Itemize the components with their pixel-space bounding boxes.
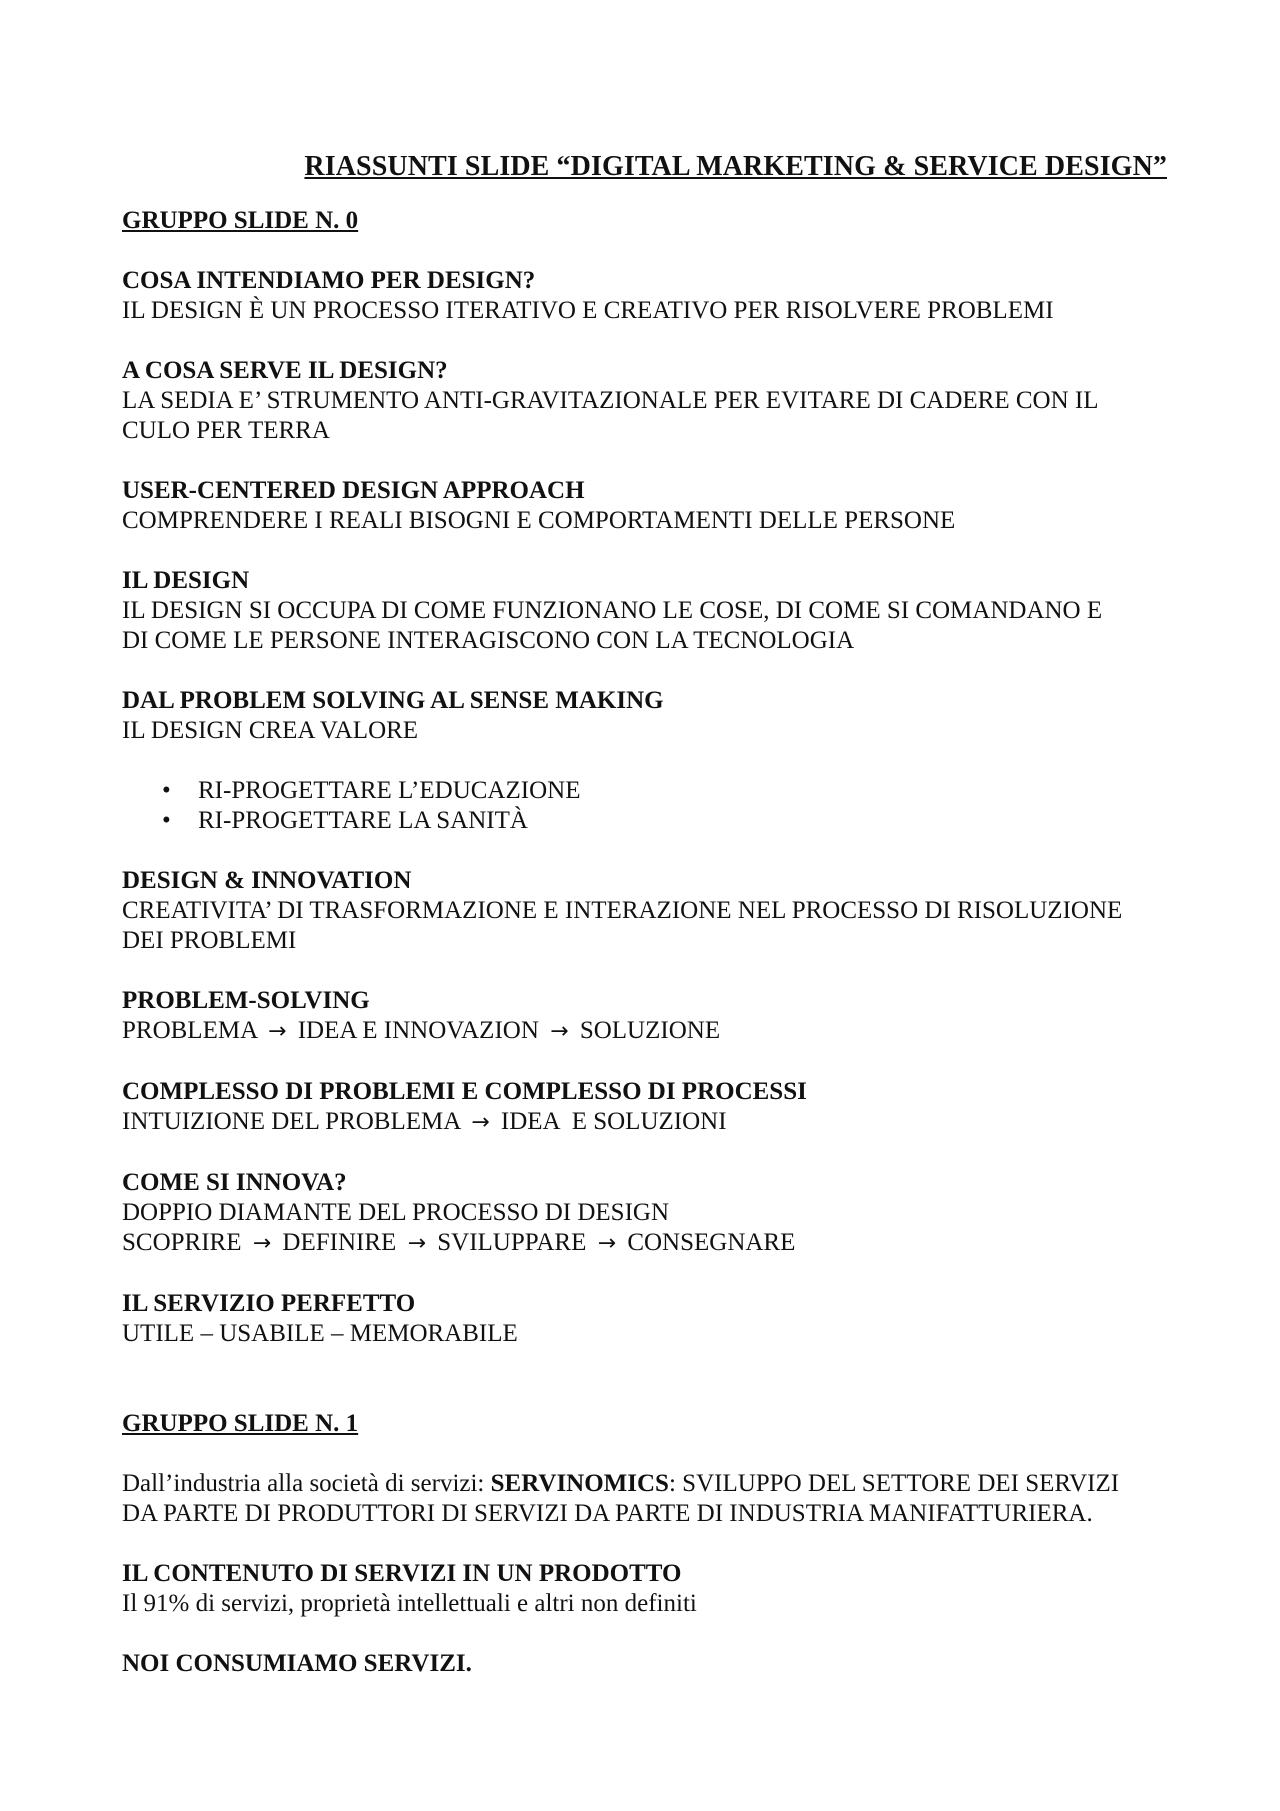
section-text: IL DESIGN SI OCCUPA DI COME FUNZIONANO LE COSE, DI COME SI COMANDANO E xyxy=(122,597,1103,624)
arrow-right-icon: → xyxy=(597,1231,617,1256)
section-problem-solving xyxy=(122,986,1167,1047)
arrow-right-icon: → xyxy=(407,1231,426,1256)
flow-step: SVILUPPARE xyxy=(437,1229,587,1256)
section-come-si-innova xyxy=(122,1168,1167,1259)
group-0-title: GRUPPO SLIDE N. 0 xyxy=(122,207,359,234)
paragraph-text: Dall’industria alla società di servizi: xyxy=(122,1470,491,1497)
section-title: PROBLEM-SOLVING xyxy=(122,987,370,1014)
section-title: COMPLESSO DI PROBLEMI E COMPLESSO DI PROCESSI xyxy=(122,1078,807,1105)
section-text: IL DESIGN È UN PROCESSO ITERATIVO E CREATIVO PER RISOLVERE PROBLEMI xyxy=(122,297,1054,324)
section-servizio-perfetto xyxy=(122,1289,1167,1349)
flow-step: IDEA E INNOVAZION xyxy=(297,1017,539,1044)
arrow-right-icon: → xyxy=(471,1110,490,1135)
section-title: COSA INTENDIAMO PER DESIGN? xyxy=(122,267,536,294)
section-text: IL DESIGN CREA VALORE xyxy=(122,717,419,744)
flow-line xyxy=(122,1016,1167,1047)
section-title: USER-CENTERED DESIGN APPROACH xyxy=(122,477,585,504)
section-title: NOI CONSUMIAMO SERVIZI. xyxy=(122,1650,472,1677)
list-item xyxy=(122,776,1167,806)
section-design-innovation xyxy=(122,866,1167,956)
section-title: IL DESIGN xyxy=(122,567,250,594)
flow-step: PROBLEMA xyxy=(122,1017,257,1044)
section-a-cosa-serve xyxy=(122,356,1167,446)
section-text: CULO PER TERRA xyxy=(122,417,330,444)
list-item-text: RI-PROGETTARE LA SANITÀ xyxy=(198,807,528,834)
section-contenuto-servizi xyxy=(122,1559,1167,1619)
section-title: IL CONTENUTO DI SERVIZI IN UN PRODOTTO xyxy=(122,1560,682,1587)
flow-step: DEFINIRE xyxy=(282,1229,397,1256)
bullet-icon: • xyxy=(162,777,171,804)
section-title: COME SI INNOVA? xyxy=(122,1169,347,1196)
flow-step: INTUIZIONE DEL PROBLEMA xyxy=(122,1108,460,1135)
flow-step: SOLUZIONE xyxy=(579,1017,721,1044)
paragraph-line xyxy=(122,1469,1167,1499)
section-text: Il 91% di servizi, proprietà intellettuali e altri non definiti xyxy=(122,1590,697,1617)
section-text: CREATIVITA’ DI TRASFORMAZIONE E INTERAZIONE NEL PROCESSO DI RISOLUZIONE xyxy=(122,897,1123,924)
section-complesso-problemi xyxy=(122,1077,1167,1138)
section-noi-consumiamo xyxy=(122,1649,1167,1679)
section-title: DAL PROBLEM SOLVING AL SENSE MAKING xyxy=(122,687,664,714)
section-title: IL SERVIZIO PERFETTO xyxy=(122,1290,416,1317)
list-item xyxy=(122,806,1167,836)
flow-line xyxy=(122,1107,1167,1138)
document-content xyxy=(122,150,1167,1709)
keyword-text: SERVINOMICS xyxy=(490,1470,669,1497)
arrow-right-icon: → xyxy=(550,1019,569,1044)
section-text: DEI PROBLEMI xyxy=(122,927,297,954)
arrow-right-icon: → xyxy=(268,1019,287,1044)
section-text: DOPPIO DIAMANTE DEL PROCESSO DI DESIGN xyxy=(122,1199,670,1226)
section-title: A COSA SERVE IL DESIGN? xyxy=(122,357,448,384)
section-text: DI COME LE PERSONE INTERAGISCONO CON LA TECNOLOGIA xyxy=(122,627,855,654)
section-text: COMPRENDERE I REALI BISOGNI E COMPORTAMENTI DELLE PERSONE xyxy=(122,507,956,534)
section-text: UTILE – USABILE – MEMORABILE xyxy=(122,1320,518,1347)
arrow-right-icon: → xyxy=(252,1231,272,1256)
bullet-icon: • xyxy=(162,807,171,834)
section-problem-solving-sense-making xyxy=(122,686,1167,836)
bullet-list xyxy=(122,776,1167,836)
flow-step: CONSEGNARE xyxy=(627,1229,796,1256)
document-title: RIASSUNTI SLIDE “DIGITAL MARKETING & SERVICE DESIGN” xyxy=(304,151,1167,182)
section-cosa-intendiamo xyxy=(122,266,1167,326)
flow-step: SCOPRIRE xyxy=(122,1229,242,1256)
section-il-design xyxy=(122,566,1167,656)
spacer xyxy=(122,1379,1167,1409)
group-1-title: GRUPPO SLIDE N. 1 xyxy=(122,1410,359,1437)
section-user-centered xyxy=(122,476,1167,536)
section-title: DESIGN & INNOVATION xyxy=(122,867,412,894)
paragraph-text: : SVILUPPO DEL SETTORE DEI SERVIZI xyxy=(668,1470,1120,1497)
paragraph-line: DA PARTE DI PRODUTTORI DI SERVIZI DA PARTE DI INDUSTRIA MANIFATTURIERA. xyxy=(122,1500,1093,1527)
list-item-text: RI-PROGETTARE L’EDUCAZIONE xyxy=(198,777,581,804)
section-text: LA SEDIA E’ STRUMENTO ANTI-GRAVITAZIONALE PER EVITARE DI CADERE CON IL xyxy=(122,387,1099,414)
flow-step: IDEA E SOLUZIONI xyxy=(500,1108,727,1135)
section-servinomics xyxy=(122,1469,1167,1529)
flow-line xyxy=(122,1228,1167,1259)
